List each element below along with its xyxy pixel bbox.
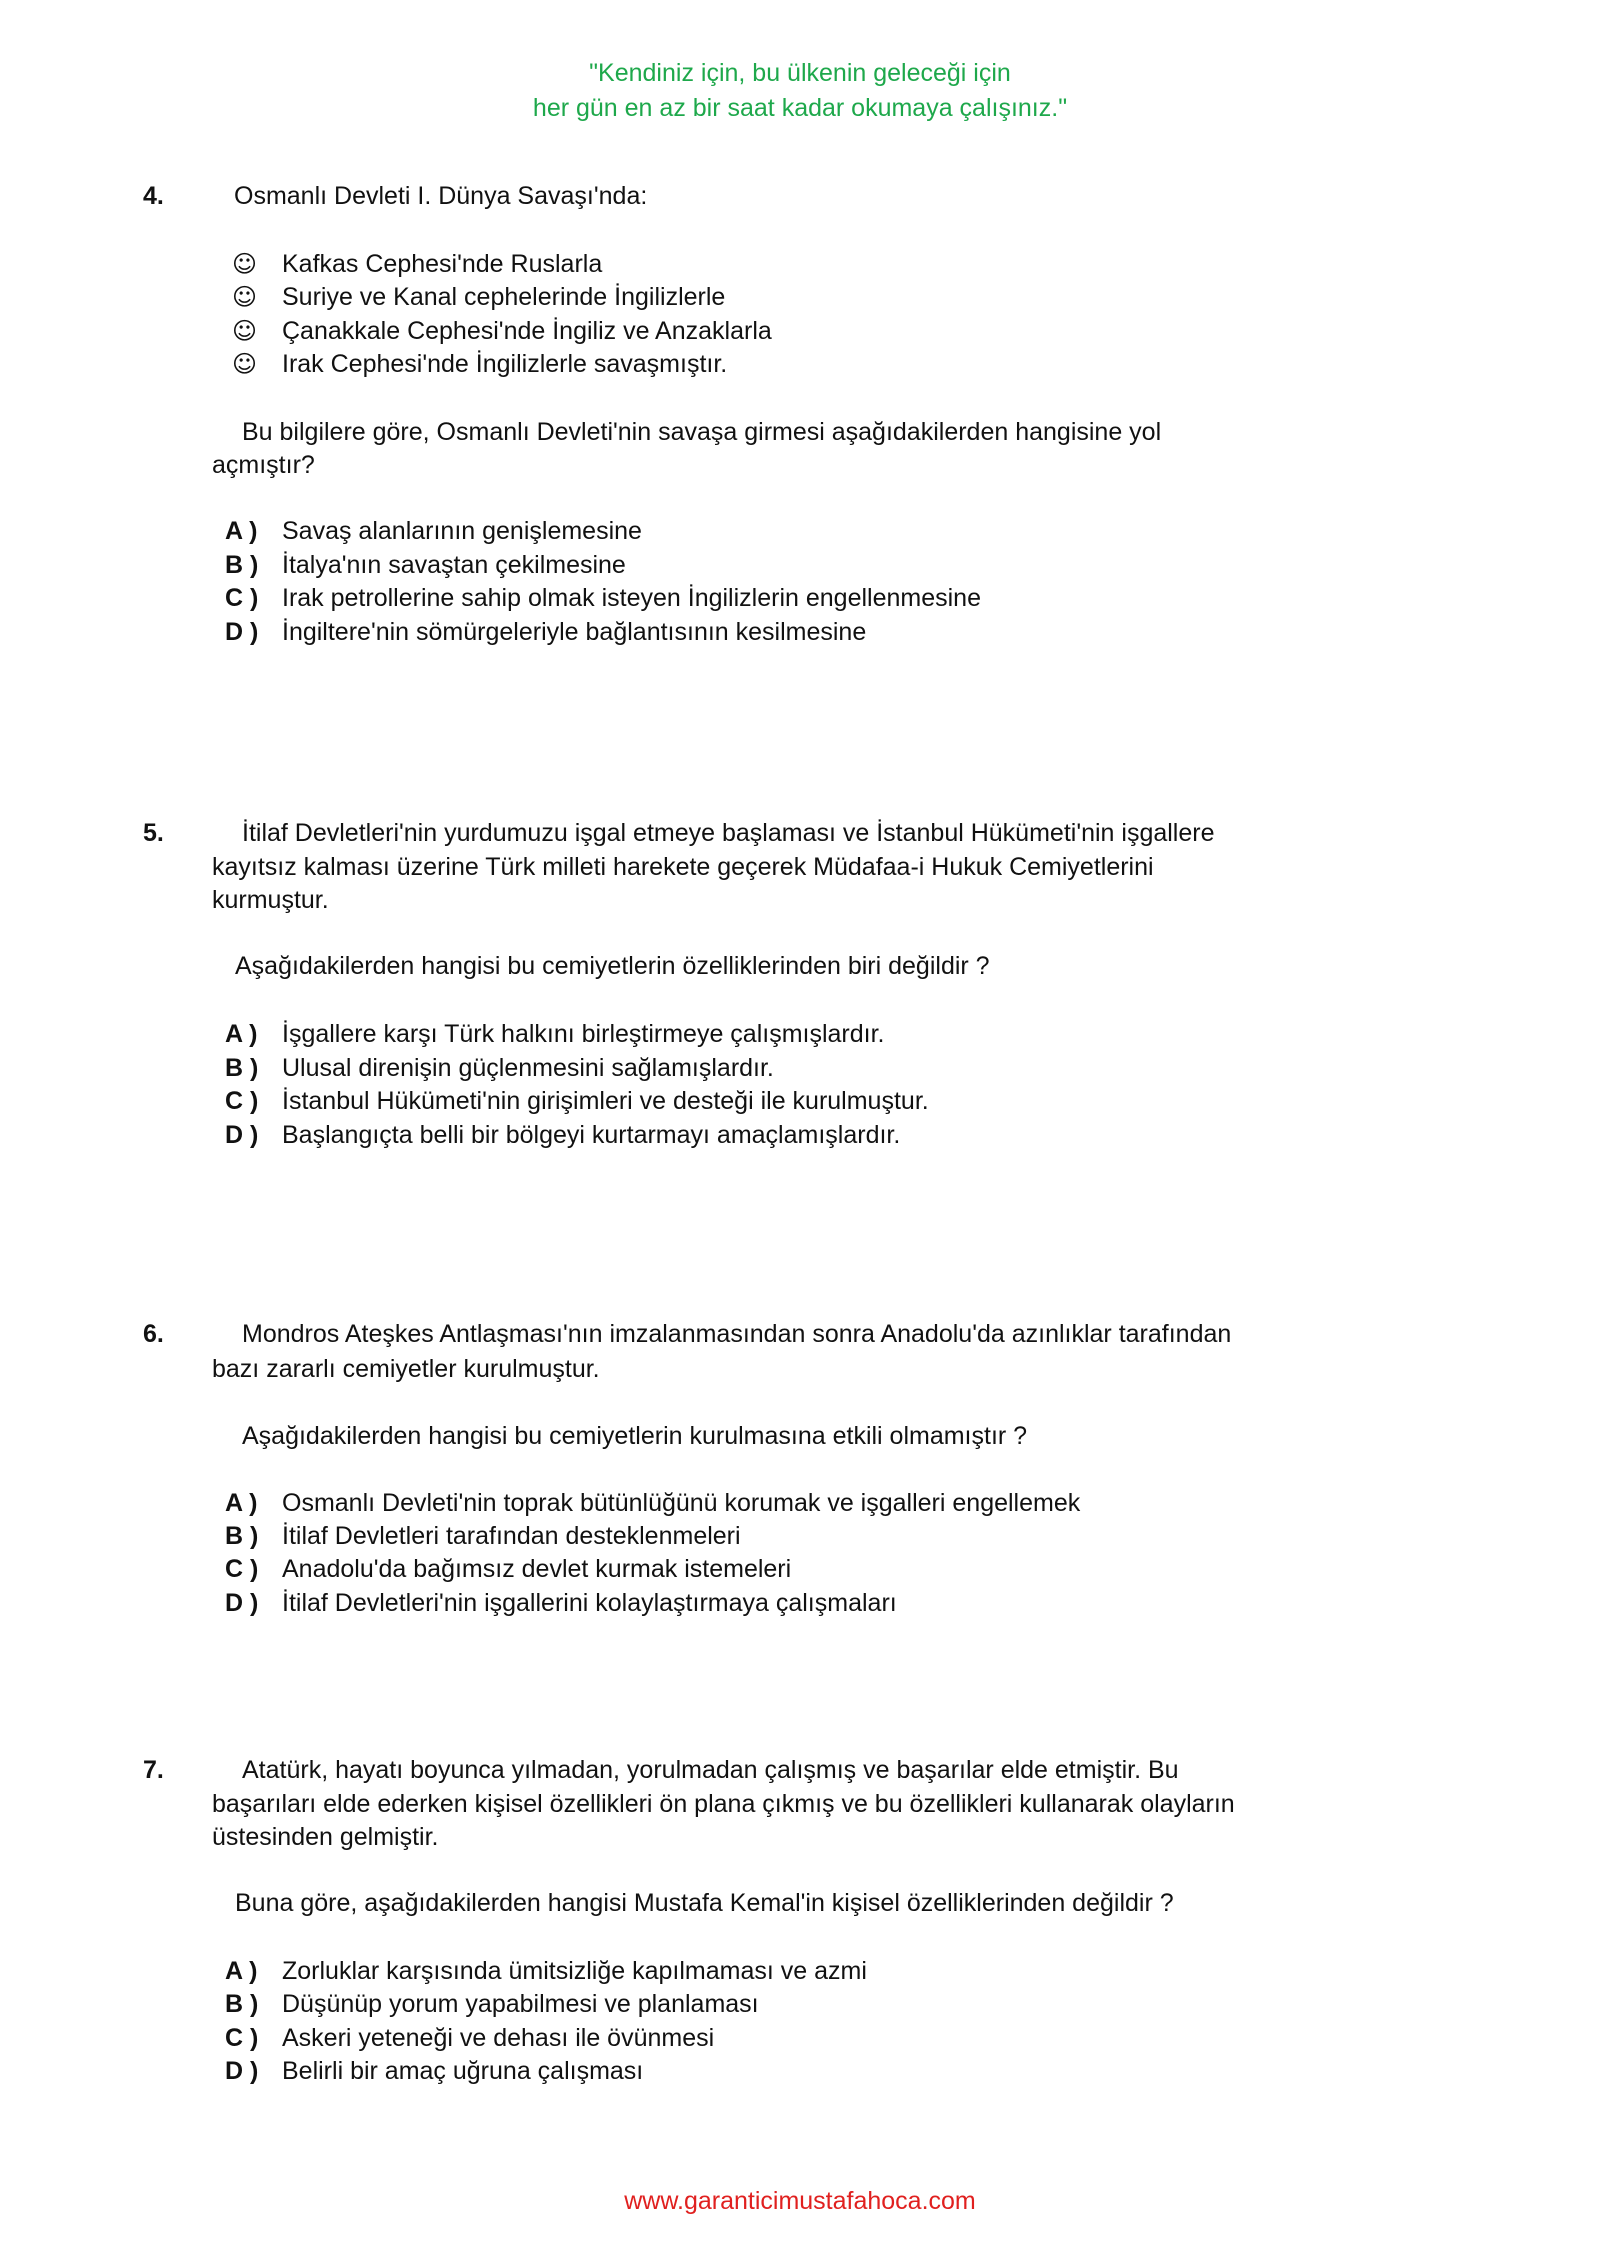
question-stem-continued: kayıtsız kalması üzerine Türk milleti harekete geçerek Müdafaa-i Hukuk Cemiyetlerini <box>212 853 1154 881</box>
option-letter: C ) <box>225 1087 259 1115</box>
bullet-item: Suriye ve Kanal cephelerinde İngilizlerle <box>282 283 726 311</box>
option-text: Ulusal direnişin güçlenmesini sağlamışlardır. <box>282 1054 774 1082</box>
option-letter: C ) <box>225 1555 259 1583</box>
question-number: 6. <box>143 1320 164 1348</box>
footer-website-link[interactable]: www.garanticimustafahoca.com <box>624 2187 976 2215</box>
smiley-icon: ☺ <box>232 283 258 311</box>
smiley-icon: ☺ <box>232 317 258 345</box>
question-number: 4. <box>143 182 164 210</box>
bullet-item: Çanakkale Cephesi'nde İngiliz ve Anzaklarla <box>282 317 772 345</box>
header-quote-line-1: "Kendiniz için, bu ülkenin geleceği için <box>589 59 1011 87</box>
option-text: İtilaf Devletleri tarafından desteklenmeleri <box>282 1522 741 1550</box>
option-letter: B ) <box>225 1522 259 1550</box>
question-stem: Mondros Ateşkes Antlaşması'nın imzalanmasından sonra Anadolu'da azınlıklar tarafından <box>242 1320 1232 1348</box>
option-letter: A ) <box>225 1489 258 1517</box>
question-prompt: Bu bilgilere göre, Osmanlı Devleti'nin savaşa girmesi aşağıdakilerden hangisine yol <box>242 418 1162 446</box>
option-letter: A ) <box>225 517 258 545</box>
option-text: İşgallere karşı Türk halkını birleştirmeye çalışmışlardır. <box>282 1020 885 1048</box>
option-letter: D ) <box>225 1589 259 1617</box>
question-stem: Atatürk, hayatı boyunca yılmadan, yorulmadan çalışmış ve başarılar elde etmiştir. Bu <box>242 1756 1179 1784</box>
question-stem-continued: başarıları elde ederken kişisel özellikleri ön plana çıkmış ve bu özellikleri kullanarak olayların <box>212 1790 1235 1818</box>
option-letter: B ) <box>225 1054 259 1082</box>
option-letter: D ) <box>225 1121 259 1149</box>
smiley-icon: ☺ <box>232 250 258 278</box>
option-text: Anadolu'da bağımsız devlet kurmak istemeleri <box>282 1555 792 1583</box>
option-text: Irak petrollerine sahip olmak isteyen İngilizlerin engellenmesine <box>282 584 981 612</box>
question-stem-continued: üstesinden gelmiştir. <box>212 1823 439 1851</box>
question-stem-continued: bazı zararlı cemiyetler kurulmuştur. <box>212 1355 600 1383</box>
option-text: İtilaf Devletleri'nin işgallerini kolaylaştırmaya çalışmaları <box>282 1589 897 1617</box>
question-prompt: Aşağıdakilerden hangisi bu cemiyetlerin kurulmasına etkili olmamıştır ? <box>242 1422 1028 1450</box>
question-stem: Osmanlı Devleti I. Dünya Savaşı'nda: <box>234 182 648 210</box>
option-letter: A ) <box>225 1957 258 1985</box>
option-text: Belirli bir amaç uğruna çalışması <box>282 2057 644 2085</box>
option-text: Osmanlı Devleti'nin toprak bütünlüğünü korumak ve işgalleri engellemek <box>282 1489 1081 1517</box>
smiley-icon: ☺ <box>232 350 258 378</box>
option-text: Savaş alanlarının genişlemesine <box>282 517 642 545</box>
option-letter: B ) <box>225 551 259 579</box>
option-text: İngiltere'nin sömürgeleriyle bağlantısının kesilmesine <box>282 618 867 646</box>
question-number: 7. <box>143 1756 164 1784</box>
question-stem: İtilaf Devletleri'nin yurdumuzu işgal etmeye başlaması ve İstanbul Hükümeti'nin işgallere <box>242 819 1215 847</box>
bullet-item: Irak Cephesi'nde İngilizlerle savaşmıştır. <box>282 350 728 378</box>
question-prompt-continued: açmıştır? <box>212 451 315 479</box>
option-text: İtalya'nın savaştan çekilmesine <box>282 551 626 579</box>
option-text: İstanbul Hükümeti'nin girişimleri ve desteği ile kurulmuştur. <box>282 1087 929 1115</box>
question-stem-continued: kurmuştur. <box>212 886 329 914</box>
option-letter: B ) <box>225 1990 259 2018</box>
question-prompt: Buna göre, aşağıdakilerden hangisi Mustafa Kemal'in kişisel özelliklerinden değildir ? <box>235 1889 1174 1917</box>
option-letter: D ) <box>225 2057 259 2085</box>
option-text: Zorluklar karşısında ümitsizliğe kapılmaması ve azmi <box>282 1957 867 1985</box>
option-letter: C ) <box>225 584 259 612</box>
question-prompt: Aşağıdakilerden hangisi bu cemiyetlerin özelliklerinden biri değildir ? <box>235 952 990 980</box>
header-quote-line-2: her gün en az bir saat kadar okumaya çalışınız." <box>532 94 1068 122</box>
bullet-item: Kafkas Cephesi'nde Ruslarla <box>282 250 603 278</box>
option-text: Başlangıçta belli bir bölgeyi kurtarmayı amaçlamışlardır. <box>282 1121 901 1149</box>
option-text: Askeri yeteneği ve dehası ile övünmesi <box>282 2024 715 2052</box>
option-letter: C ) <box>225 2024 259 2052</box>
option-letter: A ) <box>225 1020 258 1048</box>
question-number: 5. <box>143 819 164 847</box>
option-letter: D ) <box>225 618 259 646</box>
option-text: Düşünüp yorum yapabilmesi ve planlaması <box>282 1990 759 2018</box>
